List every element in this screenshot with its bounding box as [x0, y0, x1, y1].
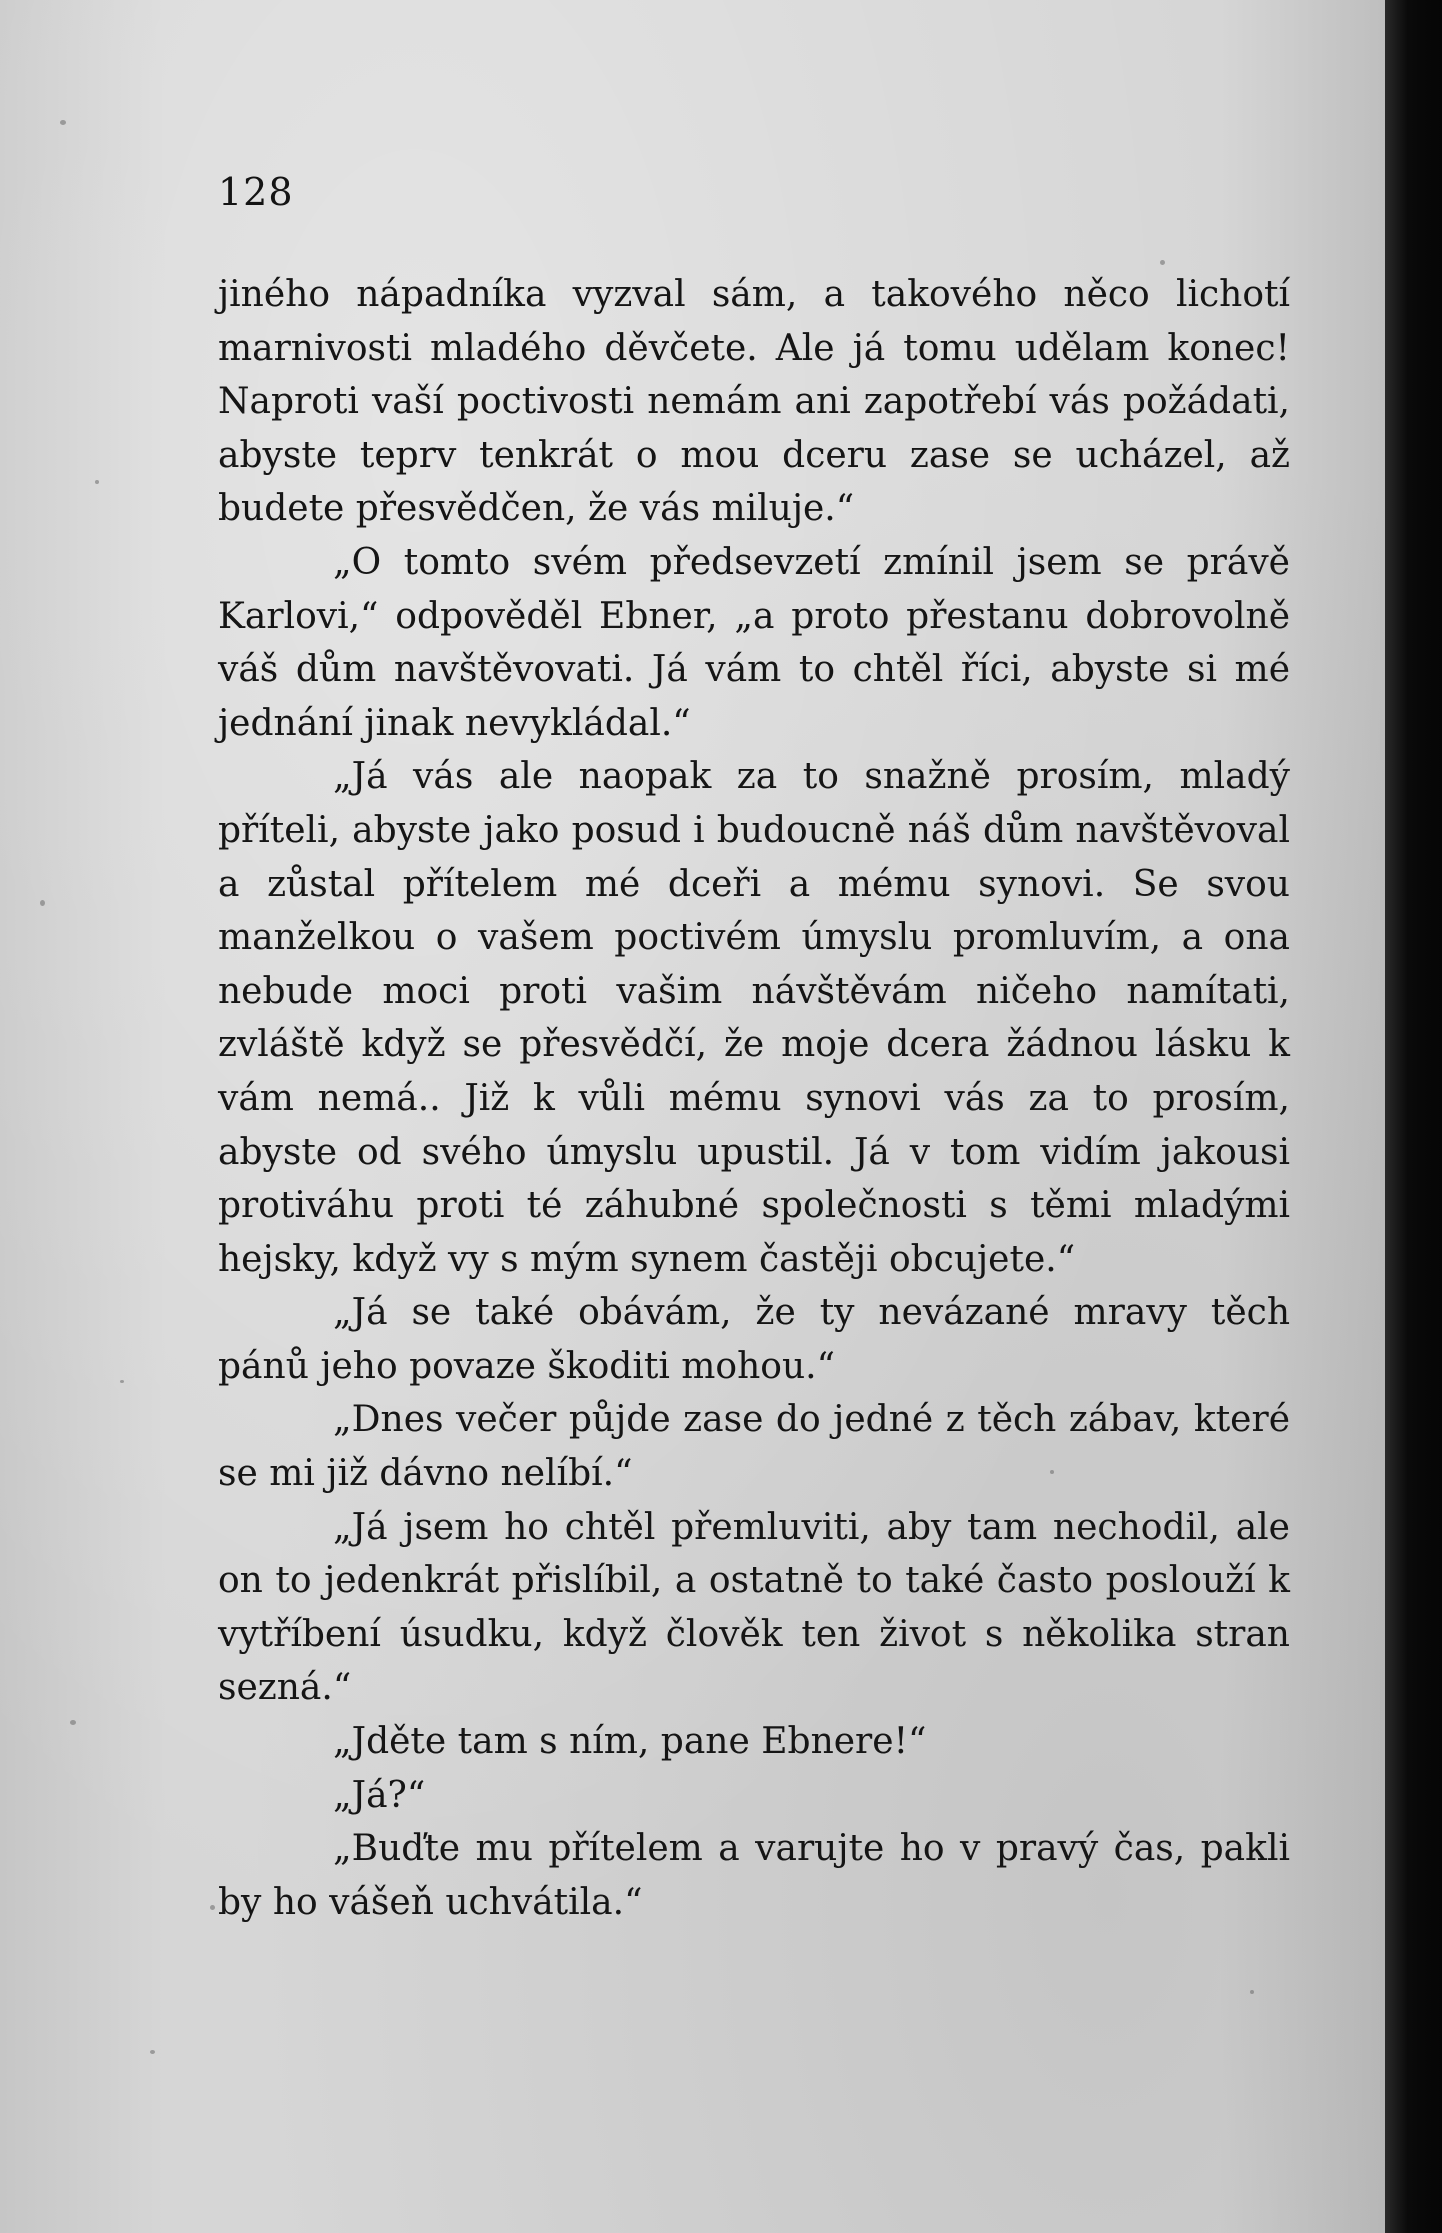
paragraph: „Já jsem ho chtěl přemluviti, aby tam nechodil, ale on to jedenkrát přislíbil, a ostatně to také často poslouží k vytříbení úsudku, když člověk ten život s několika stran sezná.“: [218, 1506, 1290, 1709]
paragraph: „Já?“: [333, 1774, 426, 1816]
page-number: 128: [218, 170, 294, 214]
body-text: [218, 268, 1290, 1929]
paragraph: „Jděte tam s ním, pane Ebnere!“: [333, 1721, 927, 1763]
paragraph: „O tomto svém předsevzetí zmínil jsem se právě Karlovi,“ odpověděl Ebner, „a proto přestanu dobrovolně váš dům navštěvovati. Já vám to chtěl říci, abyste si mé jednání jinak nevykládal.“: [218, 541, 1290, 744]
paragraph: „Já vás ale naopak za to snažně prosím, mladý příteli, abyste jako posud i budoucně náš dům navštěvoval a zůstal přítelem mé dceři a mému synovi. Se svou manželkou o vašem poctivém úmyslu promluvím, a ona nebude moci proti vašim návštěvám ničeho namítati, zvláště když se přesvědčí, že moje dcera žádnou lásku k vám nemá.. Již k vůli mému synovi vás za to prosím, abyste od svého úmyslu upustil. Já v tom vidím jakousi protiváhu proti té záhubné společnosti s těmi mladými hejsky, když vy s mým synem častěji obcujete.“: [218, 756, 1290, 1280]
paragraph: „Buďte mu přítelem a varujte ho v pravý čas, pakli by ho vášeň uchvátila.“: [218, 1828, 1290, 1923]
paragraph: jiného nápadníka vyzval sám, a takového něco lichotí marnivosti mladého děvčete. Ale já tomu udělam konec! Naproti vaší poctivosti nemám ani zapotřebí vás požádati, abyste teprv tenkrát o mou dceru zase se ucházel, až budete přesvědčen, že vás miluje.“: [218, 274, 1290, 530]
paragraph: „Já se také obávám, že ty nevázané mravy těch pánů jeho povaze škoditi mohou.“: [218, 1292, 1290, 1387]
book-edge-shadow: [1385, 0, 1442, 2233]
paragraph: „Dnes večer půjde zase do jedné z těch zábav, které se mi již dávno nelíbí.“: [218, 1399, 1290, 1495]
